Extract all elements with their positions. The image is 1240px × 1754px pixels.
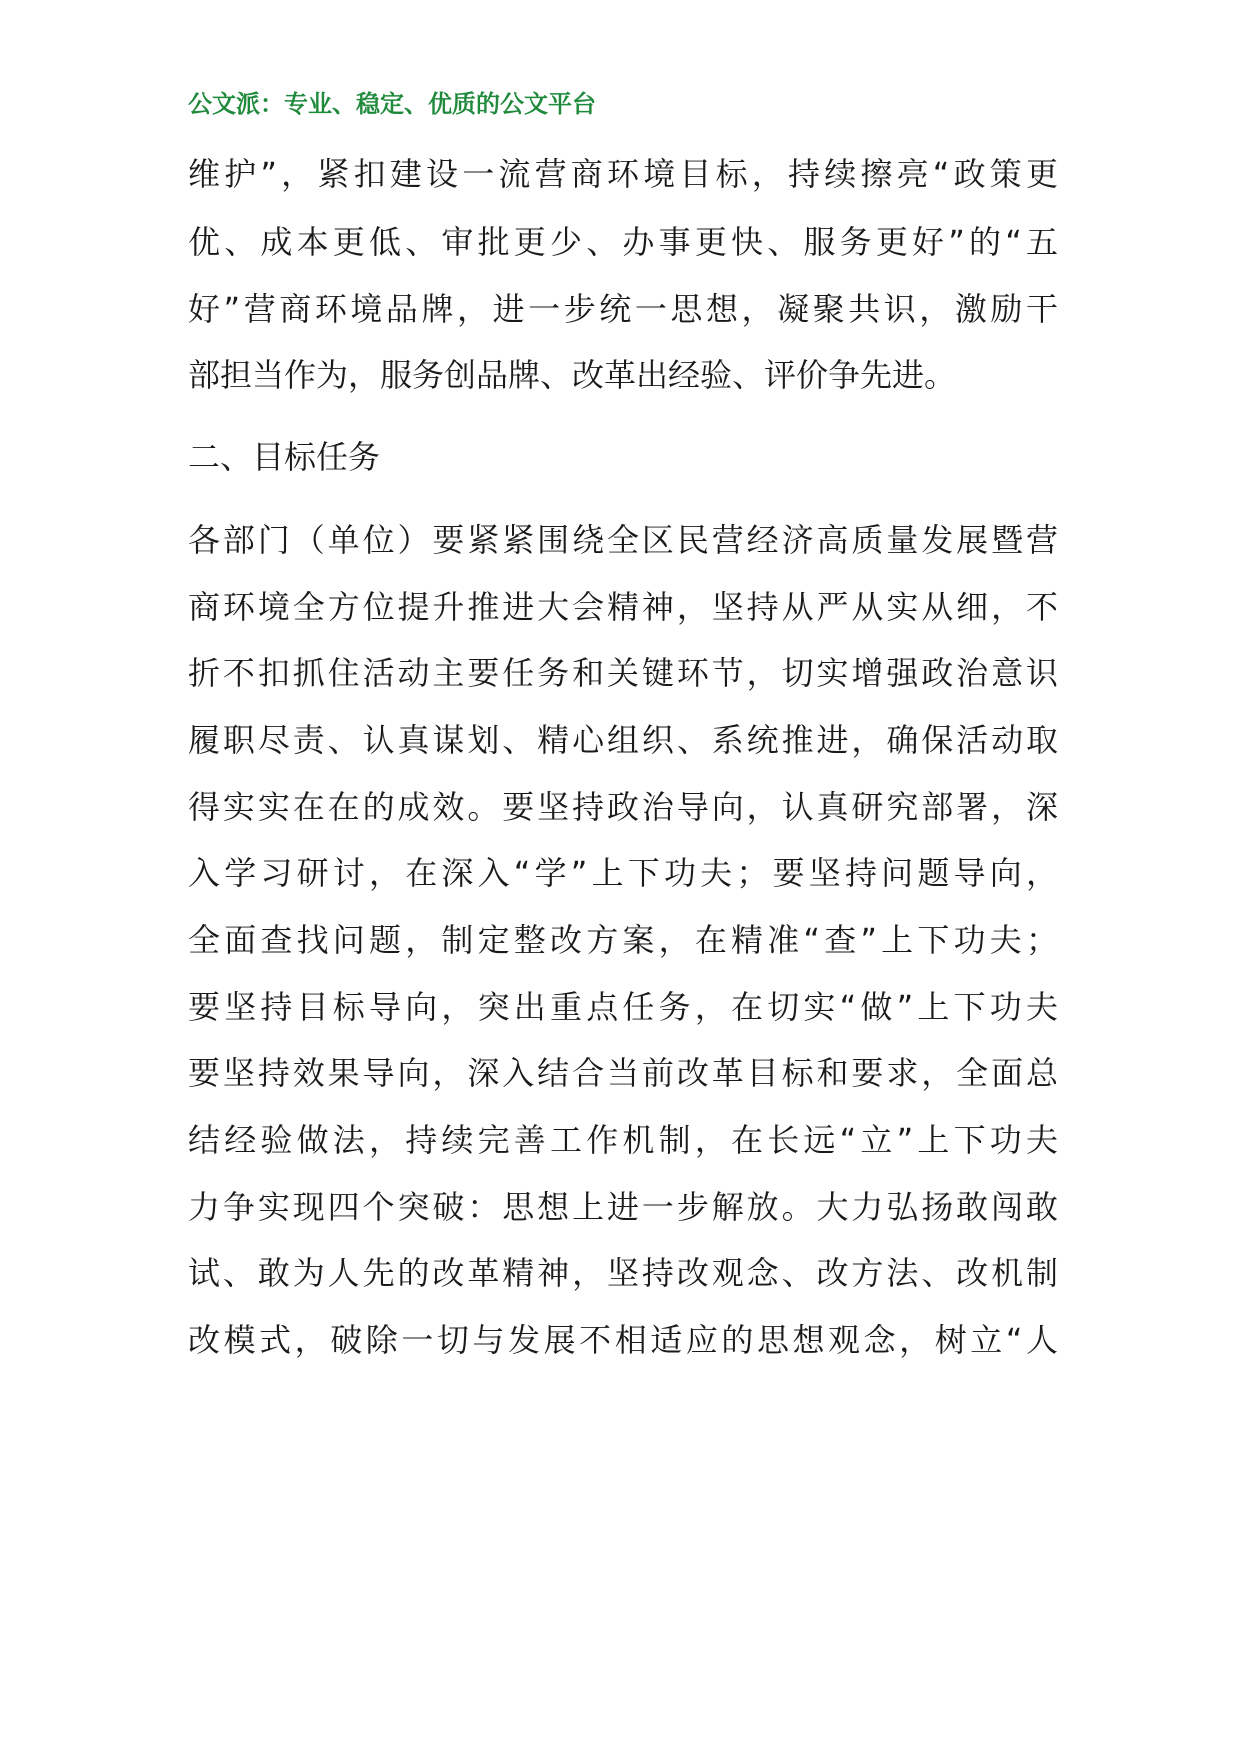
paragraph-2-line-8: 要坚持目标导向，突出重点任务，在切实“做”上下功夫 <box>188 988 1058 1026</box>
paragraph-2-line-1: 各部门（单位）要紧紧围绕全区民营经济高质量发展暨营 <box>188 521 1058 559</box>
paragraph-2-line-3: 折不扣抓住活动主要任务和关键环节，切实增强政治意识 <box>188 654 1058 692</box>
paragraph-2-line-7: 全面查找问题，制定整改方案，在精准“查”上下功夫； <box>188 921 1058 959</box>
paragraph-2-line-5: 得实实在在的成效。要坚持政治导向，认真研究部署，深 <box>188 788 1058 826</box>
paragraph-2-line-11: 力争实现四个突破：思想上进一步解放。大力弘扬敢闯敢 <box>188 1188 1058 1226</box>
paragraph-2-line-9: 要坚持效果导向，深入结合当前改革目标和要求，全面总 <box>188 1054 1058 1092</box>
paragraph-2-line-13: 改模式，破除一切与发展不相适应的思想观念，树立“人 <box>188 1321 1058 1359</box>
paragraph-2-line-6: 入学习研讨，在深入“学”上下功夫；要坚持问题导向， <box>188 854 1058 892</box>
paragraph-1-line-2: 优、成本更低、审批更少、办事更快、服务更好”的“五 <box>188 223 1058 261</box>
paragraph-2-line-4: 履职尽责、认真谋划、精心组织、系统推进，确保活动取 <box>188 721 1058 759</box>
paragraph-1-line-4: 部担当作为，服务创品牌、改革出经验、评价争先进。 <box>188 356 957 394</box>
paragraph-1-line-1: 维护”，紧扣建设一流营商环境目标，持续擦亮“政策更 <box>188 155 1058 193</box>
paragraph-2-line-12: 试、敢为人先的改革精神，坚持改观念、改方法、改机制 <box>188 1254 1058 1292</box>
section-heading: 二、目标任务 <box>188 438 381 476</box>
paragraph-1-line-3: 好”营商环境品牌，进一步统一思想，凝聚共识，激励干 <box>188 290 1058 328</box>
paragraph-2-line-10: 结经验做法，持续完善工作机制，在长远“立”上下功夫 <box>188 1121 1058 1159</box>
site-header-banner: 公文派：专业、稳定、优质的公文平台 <box>188 90 596 118</box>
paragraph-2-line-2: 商环境全方位提升推进大会精神，坚持从严从实从细，不 <box>188 588 1058 626</box>
